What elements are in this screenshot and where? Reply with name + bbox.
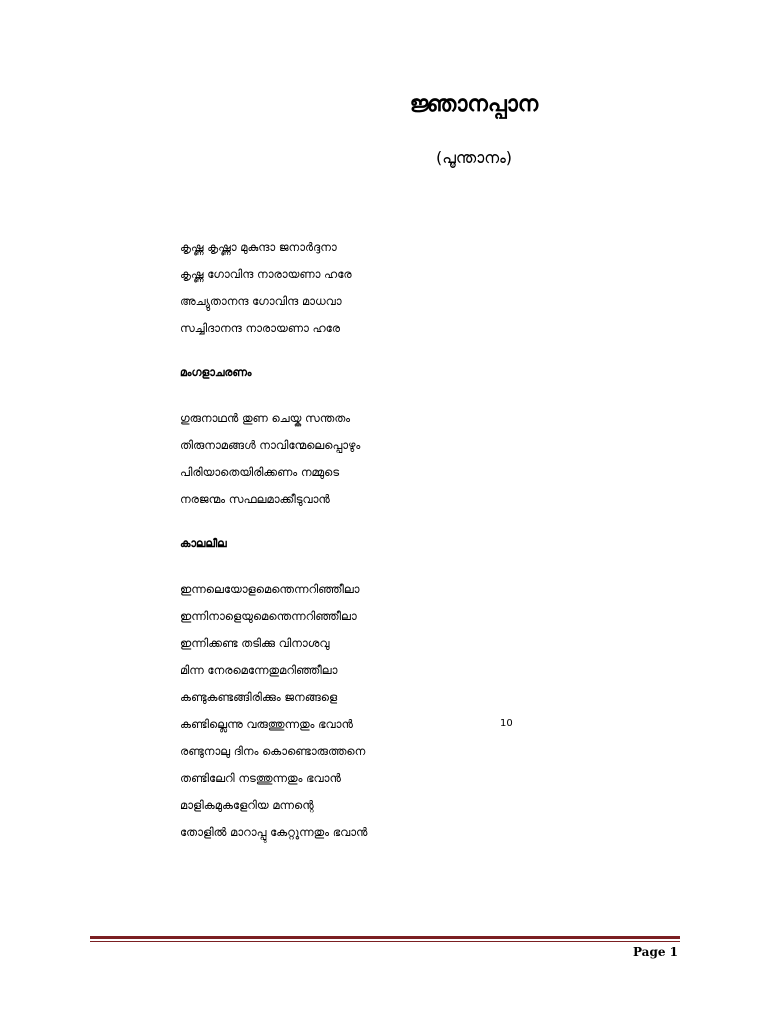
footer-rule-thick bbox=[90, 936, 680, 939]
section-heading: മംഗളാചരണം bbox=[180, 366, 252, 379]
document-title: ജ്ഞാനപ്പാന bbox=[409, 92, 539, 117]
poem-body bbox=[180, 238, 513, 850]
verse-line: മിന്ന നേരമെന്നേതുമറിഞ്ഞീലാ bbox=[180, 663, 338, 677]
verse-line: സച്ചിദാനന്ദ നാരായണാ ഹരേ bbox=[180, 321, 341, 335]
page-number: Page 1 bbox=[632, 945, 678, 959]
verse-line: രണ്ടുനാലു ദിനം കൊണ്ടൊരുത്തനെ bbox=[180, 744, 366, 758]
verse-line: നരജന്മം സഫലമാക്കീടുവാൻ bbox=[180, 492, 330, 506]
verse-line: തോളിൽ മാറാപ്പു കേറ്റുന്നതും ഭവാൻ bbox=[180, 825, 368, 839]
author-subtitle: (പൂന്താനം) bbox=[435, 148, 513, 167]
verse-line: ഇന്നിക്കണ്ട തടിക്കു വിനാശവു bbox=[180, 636, 330, 650]
line-number: 10 bbox=[500, 718, 513, 729]
verse-line: തണ്ടിലേറി നടത്തുന്നതും ഭവാൻ bbox=[180, 771, 341, 785]
verse-line: തിരുനാമങ്ങൾ നാവിന്മേലെപ്പൊഴും bbox=[180, 438, 361, 452]
verse-line: ഇന്നിനാളെയുമെന്തെന്നറിഞ്ഞീലാ bbox=[180, 609, 357, 623]
verse-line: മാളികമുകളേറിയ മന്നന്റെ bbox=[180, 798, 314, 812]
verse-line: ഗുരുനാഥൻ തുണ ചെയ്ക സന്തതം bbox=[180, 411, 351, 425]
verse-line: അച്യുതാനന്ദ ഗോവിന്ദ മാധവാ bbox=[180, 294, 342, 308]
section-heading: കാലലീല bbox=[180, 537, 227, 550]
verse-line: കണ്ടുകണ്ടങ്ങിരിക്കും ജനങ്ങളെ bbox=[180, 690, 338, 704]
footer-rule-thin bbox=[90, 941, 680, 942]
verse-line-text: കണ്ടില്ലെന്നു വരുത്തുന്നതും ഭവാൻ bbox=[180, 717, 353, 731]
verse-line: കൃഷ്ണ ഗോവിന്ദ നാരായണാ ഹരേ bbox=[180, 267, 352, 281]
verse-line: കൃഷ്ണ കൃഷ്ണാ മുകുന്ദാ ജനാർദ്ദനാ bbox=[180, 240, 337, 254]
verse-line: ഇന്നലെയോളമെന്തെന്നറിഞ്ഞീലാ bbox=[180, 582, 360, 596]
verse-line-numbered bbox=[180, 715, 513, 742]
verse-line: പിരിയാതെയിരിക്കണം നമ്മുടെ bbox=[180, 465, 340, 479]
